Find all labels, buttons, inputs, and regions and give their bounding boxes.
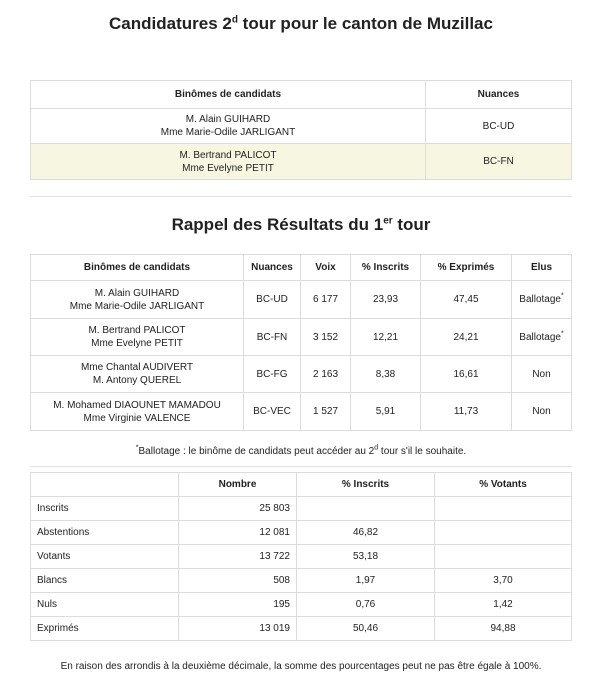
pct-inscrits-cell: 23,93 (351, 281, 421, 319)
col-header-binomes: Binômes de candidats (31, 81, 426, 109)
table-row (31, 521, 572, 545)
table-row (31, 144, 572, 180)
nuance-cell: BC-UD (426, 109, 572, 144)
candidate-pair: M. Alain GUIHARD Mme Marie-Odile JARLIGANT (31, 281, 244, 319)
nombre-cell: 13 019 (179, 617, 297, 641)
pct-inscrits-cell (297, 497, 435, 521)
row-label: Votants (31, 545, 179, 569)
pct-exprimes-cell: 11,73 (421, 393, 512, 431)
pct-votants-cell: 94,88 (435, 617, 572, 641)
row-label: Inscrits (31, 497, 179, 521)
candidate-pair: Mme Chantal AUDIVERT M. Antony QUEREL (31, 356, 244, 393)
pct-inscrits-cell: 8,38 (351, 356, 421, 393)
pct-inscrits-cell: 46,82 (297, 521, 435, 545)
pct-inscrits-cell: 50,46 (297, 617, 435, 641)
col-header-voix: Voix (301, 255, 351, 281)
table-row (31, 569, 572, 593)
table-row (31, 319, 572, 356)
pct-exprimes-cell: 24,21 (421, 319, 512, 356)
pct-votants-cell (435, 497, 572, 521)
nombre-cell: 195 (179, 593, 297, 617)
col-header-nuances: Nuances (426, 81, 572, 109)
candidate-pair: M. Bertrand PALICOT Mme Evelyne PETIT (31, 319, 244, 356)
col-header-pct-inscrits: % Inscrits (351, 255, 421, 281)
table-row (31, 109, 572, 144)
col-header-pct-exprimes: % Exprimés (421, 255, 512, 281)
col-header-pct-votants: % Votants (435, 473, 572, 497)
divider (30, 196, 572, 197)
row-label: Blancs (31, 569, 179, 593)
nuance-cell: BC-UD (244, 281, 301, 319)
row-label: Nuls (31, 593, 179, 617)
pct-votants-cell: 3,70 (435, 569, 572, 593)
nuance-cell: BC-FN (426, 144, 572, 180)
nombre-cell: 25 803 (179, 497, 297, 521)
voix-cell: 2 163 (301, 356, 351, 393)
nuance-cell: BC-VEC (244, 393, 301, 431)
elus-cell: Non (512, 393, 572, 431)
col-header-nuances: Nuances (244, 255, 301, 281)
col-header-label (31, 473, 179, 497)
table-row (31, 497, 572, 521)
candidate-pair: M. Bertrand PALICOT Mme Evelyne PETIT (31, 144, 426, 180)
pct-inscrits-cell: 1,97 (297, 569, 435, 593)
col-header-pct-inscrits: % Inscrits (297, 473, 435, 497)
voix-cell: 1 527 (301, 393, 351, 431)
pct-inscrits-cell: 5,91 (351, 393, 421, 431)
table-row (31, 393, 572, 431)
col-header-nombre: Nombre (179, 473, 297, 497)
voix-cell: 6 177 (301, 281, 351, 319)
second-round-candidates-table (30, 80, 572, 180)
ballotage-footnote: *Ballotage : le binôme de candidats peut accéder au 2$^d$ tour s'il le souhaite. (135, 444, 467, 457)
pct-votants-cell: 1,42 (435, 593, 572, 617)
pct-votants-cell (435, 545, 572, 569)
voix-cell: 3 152 (301, 319, 351, 356)
elus-cell: Non (512, 356, 572, 393)
rounding-note: En raison des arrondis à la deuxième décimale, la somme des pourcentages peut ne pas être égale à 100%. (60, 661, 542, 672)
nombre-cell: 12 081 (179, 521, 297, 545)
table-row (31, 281, 572, 319)
row-label: Exprimés (31, 617, 179, 641)
nombre-cell: 508 (179, 569, 297, 593)
col-header-elus: Elus (512, 255, 572, 281)
pct-exprimes-cell: 47,45 (421, 281, 512, 319)
pct-inscrits-cell: 12,21 (351, 319, 421, 356)
candidate-pair: M. Mohamed DIAOUNET MAMADOU Mme Virginie VALENCE (31, 393, 244, 431)
turnout-table (30, 472, 572, 641)
pct-inscrits-cell: 53,18 (297, 545, 435, 569)
first-round-results-table (30, 254, 572, 431)
nuance-cell: BC-FN (244, 319, 301, 356)
table-row (31, 356, 572, 393)
col-header-binomes: Binômes de candidats (31, 255, 244, 281)
elus-cell: Ballotage* (512, 281, 572, 319)
table-row (31, 545, 572, 569)
table-row (31, 593, 572, 617)
pct-votants-cell (435, 521, 572, 545)
nuance-cell: BC-FG (244, 356, 301, 393)
row-label: Abstentions (31, 521, 179, 545)
elus-cell: Ballotage* (512, 319, 572, 356)
divider (30, 466, 572, 467)
pct-inscrits-cell: 0,76 (297, 593, 435, 617)
nombre-cell: 13 722 (179, 545, 297, 569)
candidate-pair: M. Alain GUIHARD Mme Marie-Odile JARLIGANT (31, 109, 426, 144)
pct-exprimes-cell: 16,61 (421, 356, 512, 393)
page-title: Candidatures 2$^d$ tour pour le canton de Muzillac (109, 14, 493, 33)
table-row (31, 617, 572, 641)
section-title: Rappel des Résultats du 1er tour (171, 215, 431, 234)
